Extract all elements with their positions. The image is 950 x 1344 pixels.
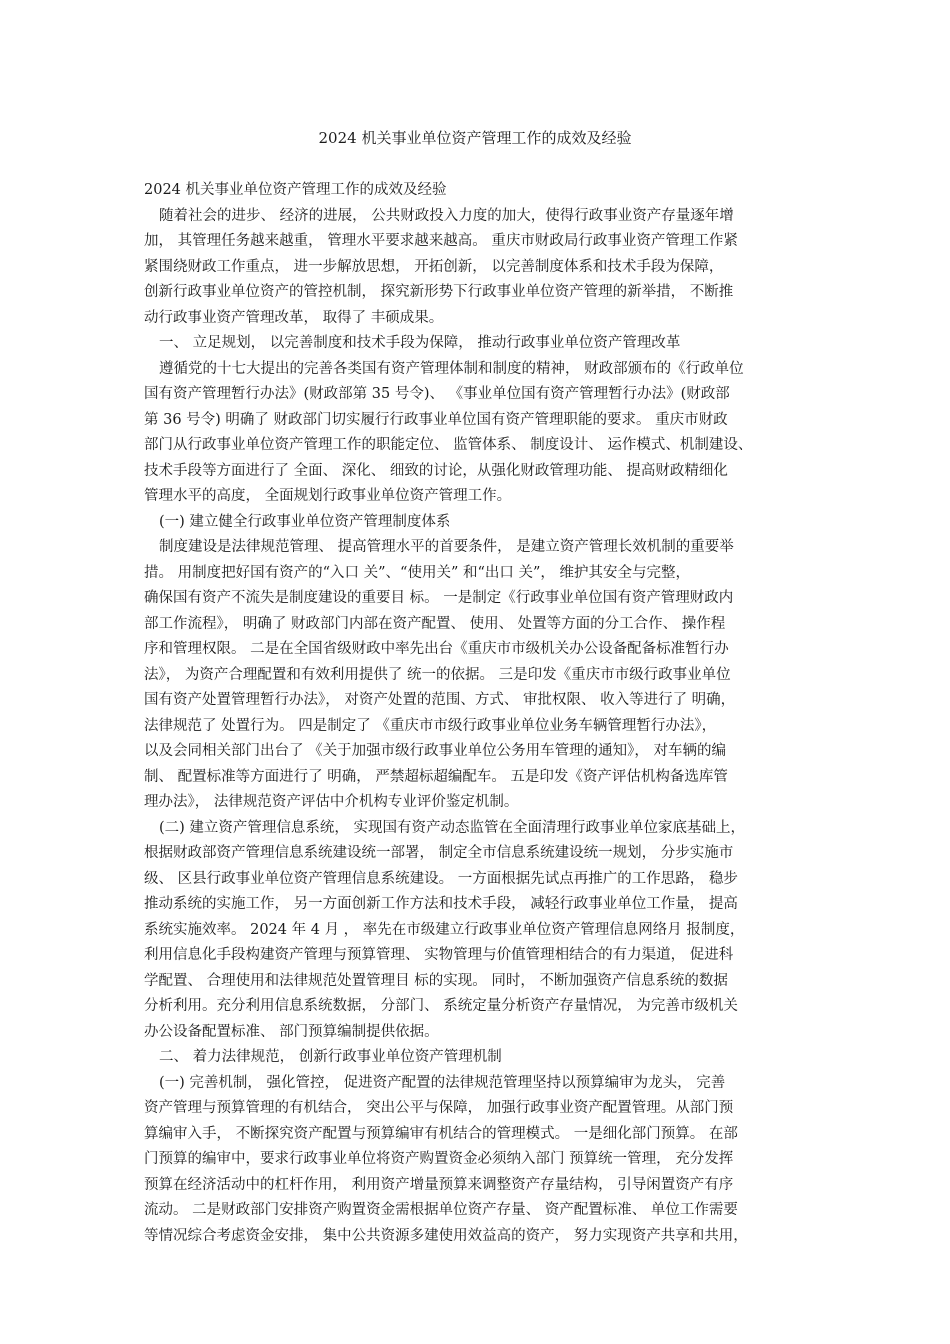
body-line-10: 部门从行政事业单位资产管理工作的职能定位、 监管体系、 制度设计、 运作模式、机制建设、	[144, 437, 753, 453]
body-line-5: 动行政事业资产管理改革， 取得了 丰硕成果。	[144, 309, 444, 326]
body-line-17: 部工作流程》， 明确了 财政部门内部在资产配置、 使用、 处置等方面的分工合作、 操作程	[144, 615, 726, 632]
body-line-32: 分析利用。充分利用信息系统数据， 分部门、 系统定量分析资产存量情况， 为完善市级机关	[144, 998, 738, 1014]
body-line-18: 序和管理权限。 二是在全国省级财政中率先出台《重庆市市级机关办公设备配备标准暂行办	[144, 641, 729, 657]
body-line-21: 法律规范了 处置行为。 四是制定了 《重庆市市级行政事业单位业务车辆管理暂行办法》，	[144, 717, 717, 734]
body-line-14: 制度建设是法律规范管理、 提高管理水平的首要条件， 是建立资产管理长效机制的重要举	[159, 539, 734, 555]
body-line-38: 门预算的编审中，要求行政事业单位将资产购置资金必须纳入部门 预算统一管理， 充分发挥	[144, 1151, 734, 1167]
body-line-3: 紧围绕财政工作重点， 进一步解放思想， 开拓创新， 以完善制度体系和技术手段为保障，	[144, 258, 724, 275]
body-line-27: 级、 区县行政事业单位资产管理信息系统建设。 一方面根据先试点再推广的工作思路， 稳步	[144, 870, 738, 887]
body-line-20: 国有资产处置管理暂行办法》， 对资产处置的范围、方式、 审批权限、 收入等进行了 明确，	[144, 692, 736, 708]
subsection-heading-1-2: (二) 建立资产管理信息系统， 实现国有资产动态监管在全面清理行政事业单位家底基础上，	[159, 819, 746, 836]
body-line-22: 以及会同相关部门出台了 《关于加强市级行政事业单位公务用车管理的通知》， 对车辆的编	[144, 743, 726, 759]
body-line-26: 根据财政部资产管理信息系统建设统一部署， 制定全市信息系统建设统一规划， 分步实施市	[144, 845, 734, 861]
document-body	[144, 178, 816, 1249]
body-line-41: 等情况综合考虑资金安排， 集中公共资源多建使用效益高的资产， 努力实现资产共享和共用，	[144, 1227, 748, 1244]
document-title: 2024 机关事业单位资产管理工作的成效及经验	[318, 129, 632, 147]
body-line-31: 学配置、 合理使用和法律规范处置管理目 标的实现。 同时， 不断加强资产信息系统的数据	[144, 972, 728, 989]
body-line-9: 第 36 号令) 明确了 财政部门切实履行行政事业单位国有资产管理职能的要求。 重庆市财政	[144, 411, 728, 428]
body-line-2: 加， 其管理任务越来越重， 管理水平要求越来越高。 重庆市财政局行政事业资产管理工作紧	[144, 233, 738, 249]
subsection-heading-2-1: (一) 完善机制， 强化管控， 促进资产配置的法律规范管理坚持以预算编审为龙头， 完善	[159, 1074, 726, 1091]
body-line-0: 2024 机关事业单位资产管理工作的成效及经验	[144, 182, 447, 198]
body-line-8: 国有资产管理暂行办法》(财政部第 35 号令)、 《事业单位国有资产管理暂行办法》(财政部	[144, 386, 730, 402]
body-line-7: 遵循党的十七大提出的完善各类国有资产管理体制和制度的精神， 财政部颁布的《行政单位	[159, 360, 744, 377]
body-line-23: 制、 配置标准等方面进行了 明确， 严禁超标超编配车。 五是印发《资产评估机构备选库管	[144, 768, 728, 785]
body-line-30: 利用信息化手段构建资产管理与预算管理、 实物管理与价值管理相结合的有力渠道， 促进科	[144, 947, 734, 963]
body-line-28: 推动系统的实施工作， 另一方面创新工作方法和技术手段， 减轻行政事业单位工作量， 提高	[144, 896, 738, 912]
body-line-24: 理办法》， 法律规范资产评估中介机构专业评价鉴定机制。	[144, 794, 519, 810]
section-heading-2: 二、 着力法律规范， 创新行政事业单位资产管理机制	[159, 1049, 502, 1065]
body-line-1: 随着社会的进步、 经济的进展， 公共财政投入力度的加大，使得行政事业资产存量逐年增	[159, 207, 734, 224]
body-line-11: 技术手段等方面进行了 全面、 深化、 细致的讨论，从强化财政管理功能、 提高财政精细化	[144, 462, 728, 479]
body-line-29: 系统实施效率。 2024 年 4 月 ， 率先在市级建立行政事业单位资产管理信息网络月 报制度，	[144, 921, 745, 938]
body-line-16: 确保国有资产不流失是制度建设的重要目 标。 一是制定《行政事业单位国有资产管理财政内	[144, 590, 734, 606]
body-line-33: 办公设备配置标准、 部门预算编制提供依据。	[144, 1023, 439, 1040]
body-line-39: 预算在经济活动中的杠杆作用， 利用资产增量预算来调整资产存量结构， 引导闲置资产有序	[144, 1176, 734, 1193]
body-line-37: 算编审入手， 不断探究资产配置与预算编审有机结合的管理模式。 一是细化部门预算。 在部	[144, 1125, 738, 1142]
body-line-19: 法》， 为资产合理配置和有效利用提供了 统一的依据。 三是印发《重庆市市级行政事业单位	[144, 666, 731, 683]
body-line-40: 流动。 二是财政部门安排资产购置资金需根据单位资产存量、 资产配置标准、 单位工作需要	[144, 1202, 738, 1218]
body-line-15: 措。 用制度把好国有资产的“入口 关”、“使用关” 和“出口 关”， 维护其安全与完整，	[144, 564, 691, 581]
body-line-12: 管理水平的高度， 全面规划行政事业单位资产管理工作。	[144, 488, 512, 504]
section-heading-1: 一、 立足规划， 以完善制度和技术手段为保障， 推动行政事业单位资产管理改革	[159, 335, 681, 351]
body-line-36: 资产管理与预算管理的有机结合， 突出公平与保障， 加强行政事业资产配置管理。从部门预	[144, 1100, 734, 1116]
subsection-heading-1-1: (一) 建立健全行政事业单位资产管理制度体系	[159, 513, 451, 530]
body-line-4: 创新行政事业单位资产的管控机制， 探究新形势下行政事业单位资产管理的新举措， 不断推	[144, 284, 734, 300]
